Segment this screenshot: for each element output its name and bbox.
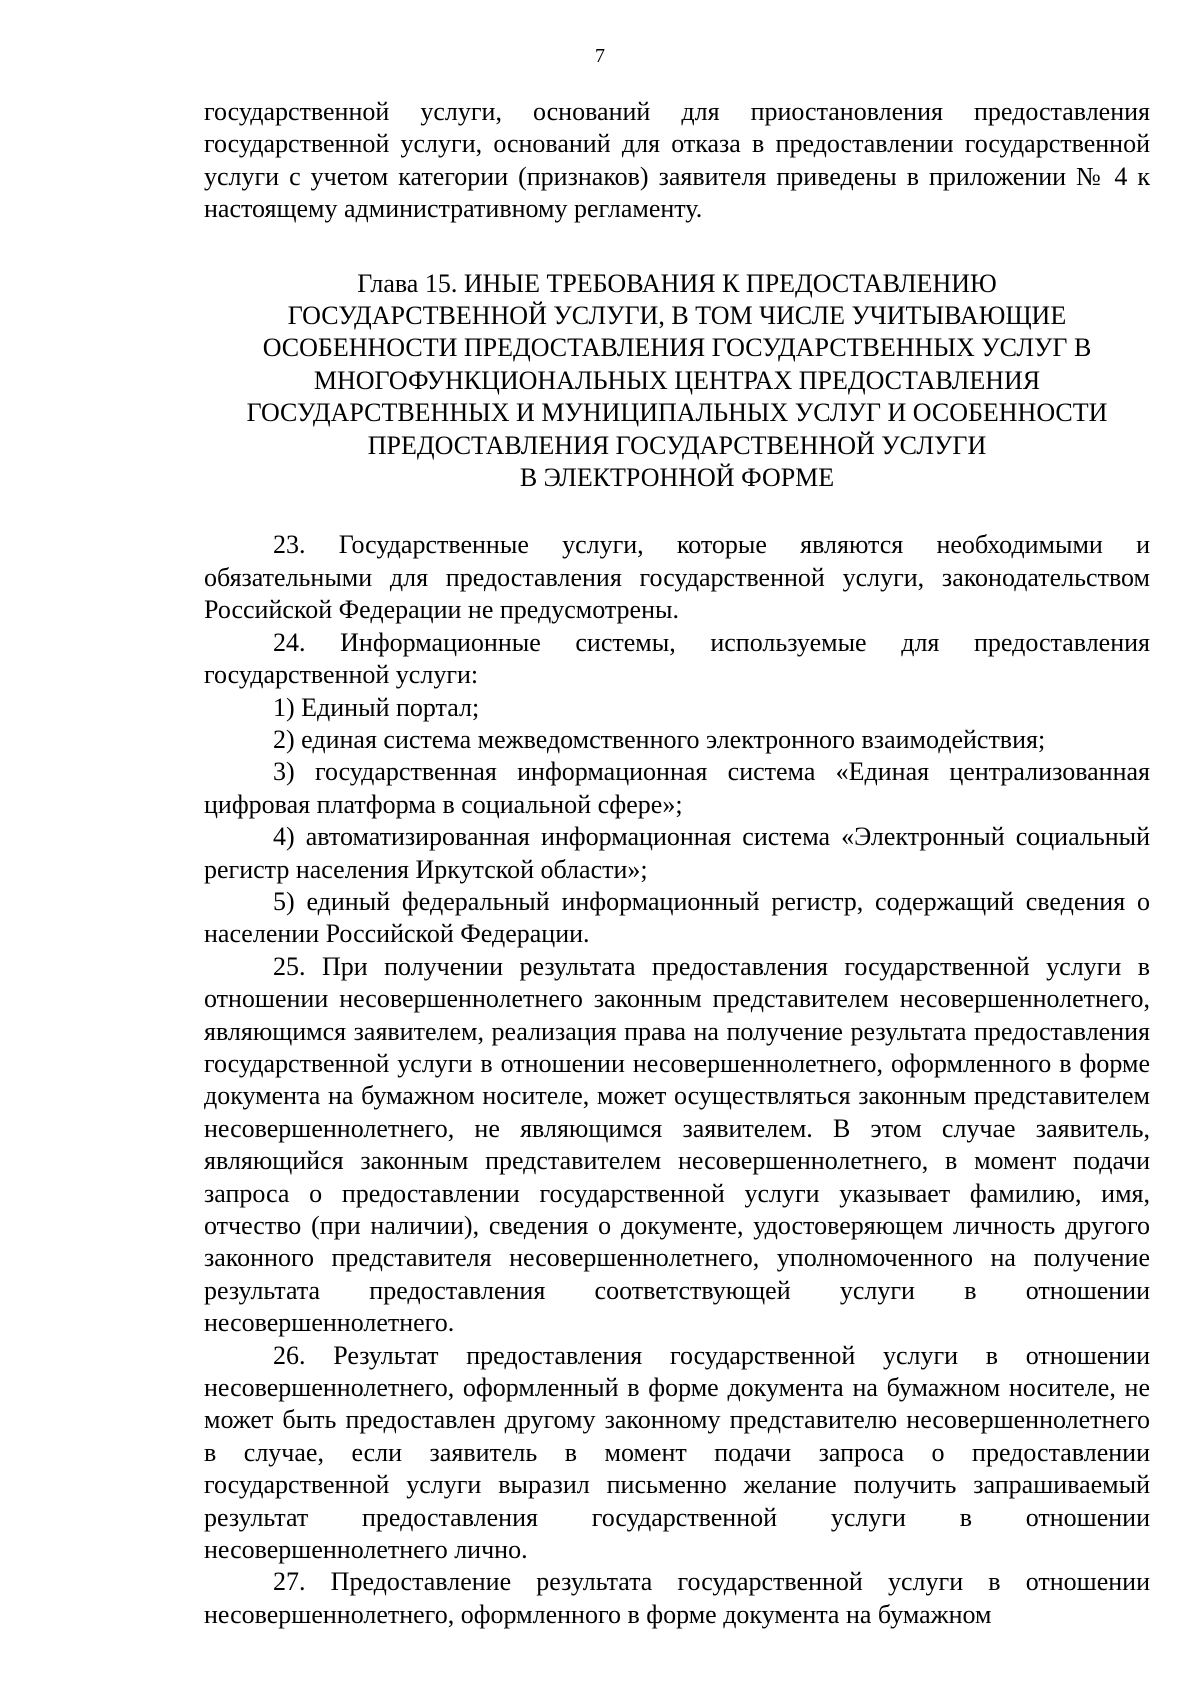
- chapter-heading-line: В ЭЛЕКТРОННОЙ ФОРМЕ: [519, 463, 835, 493]
- list-item-2: 2) единая система межведомственного электронного взаимодействия;: [273, 724, 1046, 754]
- paragraph-23: 23. Государственные услуги, которые являются необходимыми и обязательными для предоставления государственной услуги, законодательством Российской Федерации не предусмотрены.: [204, 530, 1150, 625]
- document-body: [204, 96, 1150, 1631]
- chapter-heading-line: ГОСУДАРСТВЕННОЙ УСЛУГИ, В ТОМ ЧИСЛЕ УЧИТЫВАЮЩИЕ: [287, 301, 1067, 331]
- chapter-heading-line: ПРЕДОСТАВЛЕНИЯ ГОСУДАРСТВЕННОЙ УСЛУГИ: [367, 430, 987, 460]
- chapter-heading: [204, 268, 1150, 495]
- chapter-heading-line: Глава 15. ИНЫЕ ТРЕБОВАНИЯ К ПРЕДОСТАВЛЕНИЮ: [357, 268, 997, 298]
- chapter-heading-line: ОСОБЕННОСТИ ПРЕДОСТАВЛЕНИЯ ГОСУДАРСТВЕННЫХ УСЛУГ В: [262, 333, 1092, 363]
- list-item-1: 1) Единый портал;: [273, 692, 480, 722]
- list-item-3: 3) государственная информационная система «Единая централизованная цифровая платформа в социальной сфере»;: [204, 757, 1150, 819]
- page-number: 7: [595, 45, 605, 67]
- paragraph-26: 26. Результат предоставления государственной услуги в отношении несовершеннолетнего, оформленный в форме документа на бумажном носителе, не может быть предоставлен другому законному представителю несовершеннолетнего в случае, если заявитель в момент подачи запроса о предоставлении государственной услуги выразил письменно желание получить запрашиваемый результат предоставления государственной услуги в отношении несовершеннолетнего лично.: [204, 1340, 1150, 1565]
- chapter-heading-line: МНОГОФУНКЦИОНАЛЬНЫХ ЦЕНТРАХ ПРЕДОСТАВЛЕНИЯ: [313, 365, 1041, 395]
- paragraph-27: 27. Предоставление результата государственной услуги в отношении несовершеннолетнего, оформленного в форме документа на бумажном: [204, 1567, 1150, 1629]
- paragraph-24: 24. Информационные системы, используемые для предоставления государственной услуги:: [204, 627, 1150, 690]
- list-item-4: 4) автоматизированная информационная система «Электронный социальный регистр населения Иркутской области»;: [204, 822, 1150, 884]
- chapter-heading-line: ГОСУДАРСТВЕННЫХ И МУНИЦИПАЛЬНЫХ УСЛУГ И ОСОБЕННОСТИ: [246, 398, 1108, 428]
- intro-paragraph: государственной услуги, оснований для приостановления предоставления государственной услуги, оснований для отказа в предоставлении государственной услуги с учетом категории (признаков) заявителя приведены в приложении № 4 к настоящему административному регламенту.: [204, 97, 1150, 224]
- paragraph-25: 25. При получении результата предоставления государственной услуги в отношении несовершеннолетнего законным представителем несовершеннолетнего, являющимся заявителем, реализация права на получение результата предоставления государственной услуги в отношении несовершеннолетнего, оформленного в форме документа на бумажном носителе, может осуществляться законным представителем несовершеннолетнего, не являющимся заявителем. В этом случае заявитель, являющийся законным представителем несовершеннолетнего, в момент подачи запроса о предоставлении государственной услуги указывает фамилию, имя, отчество (при наличии), сведения о документе, удостоверяющем личность другого законного представителя несовершеннолетнего, уполномоченного на получение результата предоставления соответствующей услуги в отношении несовершеннолетнего.: [204, 951, 1150, 1338]
- list-item-5: 5) единый федеральный информационный регистр, содержащий сведения о населении Российской Федерации.: [204, 886, 1150, 949]
